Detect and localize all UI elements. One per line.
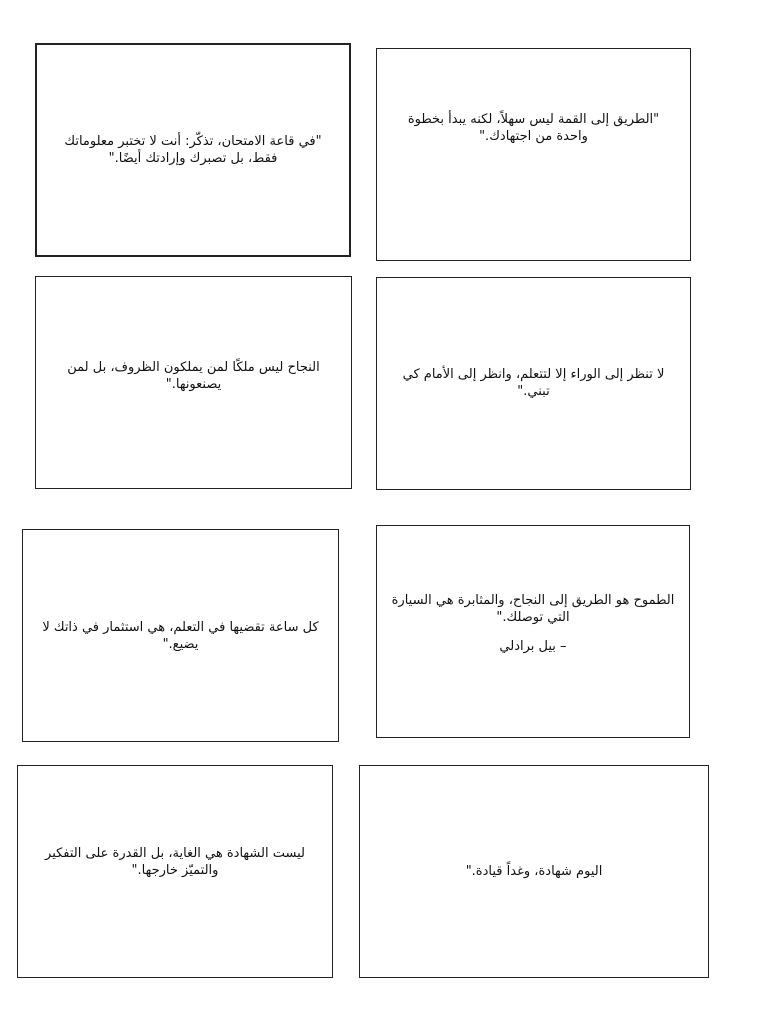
quote-card-learning-investment <box>22 529 339 742</box>
quote-text: لا تنظر إلى الوراء إلا لتتعلم، وانظر إلى الأمام كي تبني." <box>402 366 665 399</box>
quote-card-leadership <box>359 765 709 978</box>
quote-card-certificate-goal <box>17 765 333 978</box>
quote-text: النجاح ليس ملكًا لمن يملكون الظروف، بل لمن يصنعونها." <box>67 359 320 392</box>
quote-card-ambition <box>376 525 690 738</box>
quote-text: "الطريق إلى القمة ليس سهلاً، لكنه يبدأ بخطوة واحدة من اجتهادك." <box>407 111 660 144</box>
quote-author: – بيل برادلي <box>499 638 567 654</box>
quote-text: كل ساعة تقضيها في التعلم، هي استثمار في ذاتك لا يضيع." <box>42 619 319 652</box>
quote-card-road-to-top <box>376 48 691 261</box>
quote-card-success-circumstances <box>35 276 352 489</box>
quote-card-look-forward <box>376 277 691 490</box>
quote-text: ليست الشهادة هي الغاية، بل القدرة على التفكير والتميّز خارجها." <box>45 846 305 878</box>
quote-text: اليوم شهادة، وغداً قيادة." <box>465 864 603 879</box>
quote-content <box>391 592 675 655</box>
quote-text: "في قاعة الامتحان، تذكّر: أنت لا تختبر معلوماتك فقط، بل تصبرك وإرادتك أيضًا." <box>64 134 322 166</box>
quote-text: الطموح هو الطريق إلى النجاح، والمثابرة هي السيارة التي توصلك." <box>391 592 675 625</box>
quote-card-exam-hall <box>35 43 351 257</box>
